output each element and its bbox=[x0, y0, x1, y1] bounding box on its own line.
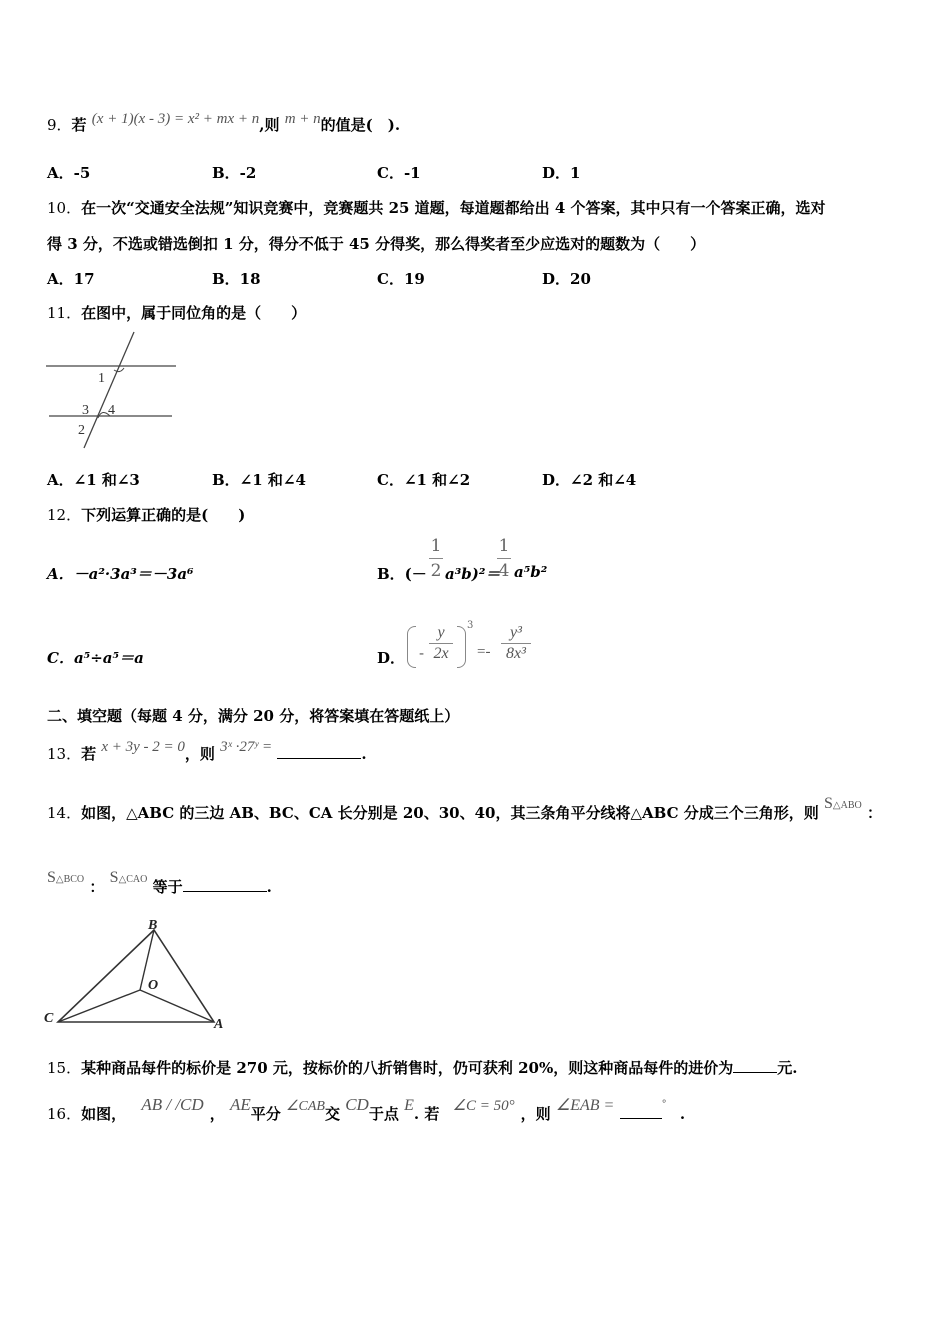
vertex-label-a: A bbox=[214, 1017, 224, 1032]
question-16: 16．如图， AB / /CD ， AE平分 ∠CAB交 CD于点 E. 若 ∠C = 50° ，则 ∠EAB = ° . bbox=[47, 1095, 686, 1123]
option-d[interactable]: D． - y 2x 3 =- y³ 8x³ bbox=[377, 620, 557, 676]
area-bco: S△BCO bbox=[47, 869, 85, 886]
left-paren bbox=[407, 626, 416, 668]
question-9: 9．若 (x + 1)(x - 3) = x² + mx + n,则 m + n的值是( ). bbox=[47, 111, 401, 134]
answer-blank[interactable] bbox=[277, 744, 361, 759]
fraction-y-over-2x: y 2x bbox=[429, 624, 453, 663]
vertex-label-o: O bbox=[148, 978, 159, 993]
triangle-figure bbox=[42, 914, 226, 1032]
equation: (x + 1)(x - 3) = x² + mx + n bbox=[91, 111, 260, 127]
answer-blank[interactable] bbox=[183, 877, 267, 892]
vertex-label-b: B bbox=[148, 918, 158, 933]
question-13: 13．若 x + 3y - 2 = 0，则 3ˣ ·27ʸ = . bbox=[47, 739, 367, 763]
expression: 3ˣ ·27ʸ = bbox=[220, 739, 273, 755]
angle-arc-1 bbox=[114, 368, 124, 372]
option-b[interactable]: B．-2 bbox=[212, 164, 257, 182]
answer-blank[interactable] bbox=[620, 1104, 662, 1119]
option-d[interactable]: D．20 bbox=[542, 270, 591, 288]
option-a[interactable]: A．-5 bbox=[47, 164, 91, 182]
fraction-one-quarter: 1 4 bbox=[498, 536, 510, 581]
point-e: E bbox=[404, 1097, 414, 1114]
option-d[interactable]: D．∠2 和∠4 bbox=[542, 471, 637, 489]
parallel-lines-figure bbox=[44, 330, 178, 452]
expression: m + n bbox=[284, 111, 321, 127]
equation: x + 3y - 2 = 0 bbox=[101, 739, 185, 755]
question-number: 9． bbox=[47, 116, 72, 134]
option-c[interactable]: C．a⁵÷a⁵＝a bbox=[47, 649, 144, 667]
question-text: 在一次“交通安全法规”知识竞赛中，竞赛题共 25 道题，每道题都给出 4 个答案，其中只有一个答案正确，选对 bbox=[81, 199, 826, 217]
segment-ae: AE bbox=[229, 1095, 251, 1114]
fraction-bar bbox=[429, 643, 453, 644]
angle-c-value: ∠C = 50° bbox=[452, 1098, 515, 1114]
section-title: 二、填空题（每题 4 分，满分 20 分，将答案填在答题纸上） bbox=[47, 707, 460, 725]
question-12 bbox=[47, 504, 245, 525]
option-a[interactable]: A．∠1 和∠3 bbox=[47, 471, 140, 489]
question-11 bbox=[47, 302, 306, 323]
fraction-bar bbox=[429, 558, 443, 559]
question-number: 11． bbox=[47, 304, 82, 322]
option-a[interactable]: A．－a²·3a³＝－3a⁶ bbox=[47, 565, 194, 583]
angle-label-1: 1 bbox=[98, 371, 105, 386]
option-b[interactable]: B．∠1 和∠4 bbox=[212, 471, 306, 489]
question-15: 15．某种商品每件的标价是 270 元，按标价的八折销售时，仍可获利 20%，则这种商品每件的进价为 元. bbox=[47, 1059, 798, 1077]
angle-cab: ∠CAB bbox=[285, 1099, 325, 1114]
question-number: 16． bbox=[47, 1105, 82, 1123]
question-number: 10． bbox=[47, 199, 82, 217]
fraction-y3-over-8x3: y³ 8x³ bbox=[501, 624, 531, 663]
area-cao: S△CAO bbox=[109, 869, 148, 886]
question-10-line2: 得 3 分，不选或错选倒扣 1 分，得分不低于 45 分得奖，那么得奖者至少应选对的题数为（ ） bbox=[47, 235, 706, 253]
fraction-bar bbox=[497, 558, 511, 559]
question-number: 15． bbox=[47, 1059, 82, 1077]
option-c[interactable]: C．-1 bbox=[377, 164, 421, 182]
question-text: 在图中，属于同位角的是（ ） bbox=[81, 304, 307, 322]
angle-label-3: 3 bbox=[82, 403, 89, 418]
question-text: 下列运算正确的是( ) bbox=[81, 506, 246, 524]
vertex-label-c: C bbox=[44, 1011, 54, 1026]
transversal-line bbox=[84, 332, 134, 448]
question-text: 某种商品每件的标价是 270 元，按标价的八折销售时，仍可获利 20%，则这种商品每件的进价为 bbox=[81, 1059, 734, 1077]
angle-eab: ∠EAB = bbox=[555, 1097, 615, 1114]
question-number: 14． bbox=[47, 804, 82, 822]
question-10 bbox=[47, 197, 826, 218]
fraction-one-half: 1 2 bbox=[430, 536, 442, 581]
option-b[interactable]: B．18 bbox=[212, 270, 261, 288]
parallel-expression: AB / /CD bbox=[141, 1095, 204, 1114]
option-c[interactable]: C．∠1 和∠2 bbox=[377, 471, 471, 489]
question-number: 12． bbox=[47, 506, 82, 524]
question-number: 13． bbox=[47, 745, 82, 763]
option-c[interactable]: C．19 bbox=[377, 270, 425, 288]
question-14: 14．如图，△ABC 的三边 AB、BC、CA 长分别是 20、30、40，其三条角平分线将△ABC 分成三个三角形，则 S△ABO ： bbox=[47, 795, 882, 822]
fraction-bar bbox=[501, 643, 531, 644]
option-b[interactable]: B．(－ 1 2 a³b)²＝ 1 4 a⁵b² bbox=[377, 536, 548, 583]
answer-blank[interactable] bbox=[733, 1058, 777, 1073]
area-abo: S△ABO bbox=[824, 795, 862, 812]
right-paren bbox=[457, 626, 466, 668]
question-text: 如图，△ABC 的三边 AB、BC、CA 长分别是 20、30、40，其三条角平分线将△ABC 分成三个三角形，则 bbox=[81, 804, 819, 822]
angle-label-4: 4 bbox=[108, 403, 115, 418]
question-14-line2: S△BCO ： S△CAO 等于 . bbox=[47, 869, 272, 896]
option-d[interactable]: D．1 bbox=[542, 164, 581, 182]
triangle-abc bbox=[58, 930, 214, 1022]
angle-label-2: 2 bbox=[78, 423, 85, 438]
segment-cd: CD bbox=[345, 1095, 369, 1114]
bisector-co bbox=[58, 990, 140, 1022]
option-a[interactable]: A．17 bbox=[47, 270, 95, 288]
